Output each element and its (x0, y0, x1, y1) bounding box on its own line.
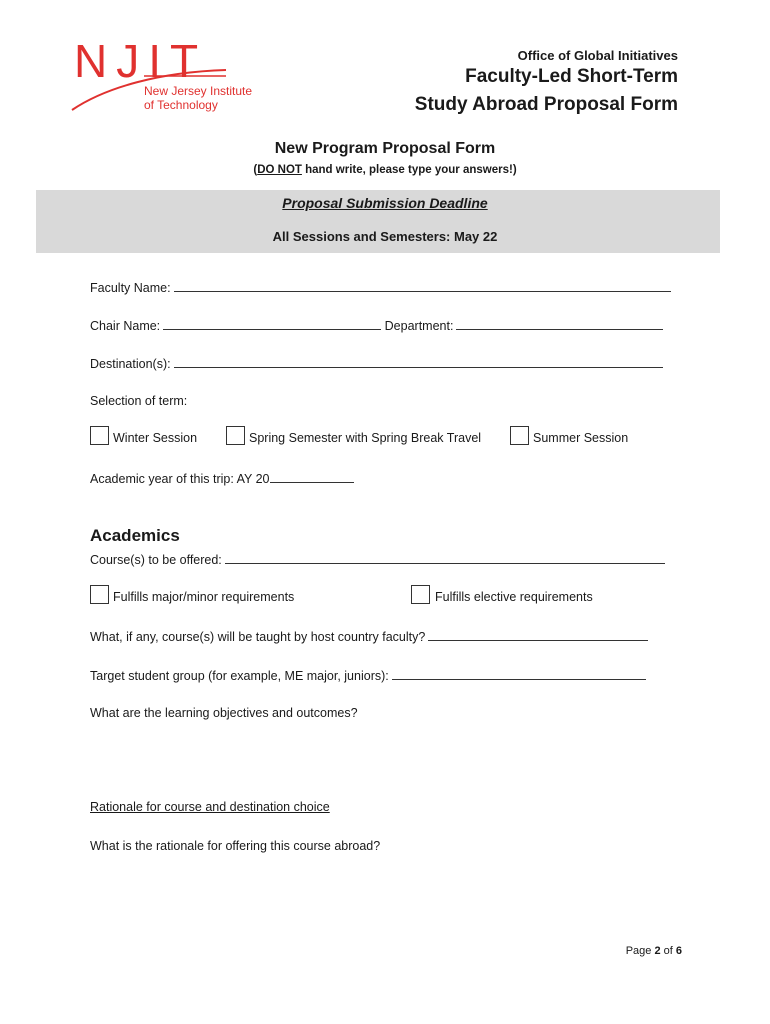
deadline-subtitle: All Sessions and Semesters: May 22 (272, 229, 498, 244)
fulfills-major-label: Fulfills major/minor requirements (113, 590, 295, 604)
department-label: Department: (384, 319, 454, 333)
selection-of-term-label: Selection of term: (90, 394, 188, 408)
academic-year-row (90, 470, 354, 486)
host-faculty-field[interactable] (428, 628, 648, 641)
fulfills-elective-label: Fulfills elective requirements (435, 590, 593, 604)
office-name: Office of Global Initiatives (517, 48, 678, 63)
logo-line-2: of Technology (144, 98, 218, 112)
page-mid: of (660, 945, 676, 957)
courses-label: Course(s) to be offered: (90, 553, 222, 567)
target-group-label: Target student group (for example, ME major, juniors): (90, 669, 389, 683)
department-field[interactable] (456, 317, 663, 330)
typing-note (0, 164, 770, 176)
host-faculty-label: What, if any, course(s) will be taught by host country faculty? (90, 630, 426, 644)
form-title-line-2: Study Abroad Proposal Form (414, 94, 678, 115)
courses-field[interactable] (225, 551, 665, 564)
target-group-field[interactable] (392, 667, 646, 680)
faculty-name-row (90, 279, 671, 295)
note-open: ( (253, 164, 258, 176)
logo-line-1: New Jersey Institute (144, 84, 253, 98)
objectives-question: What are the learning objectives and outcomes? (90, 706, 358, 720)
note-emphasis: DO NOT (257, 164, 302, 176)
chair-name-field[interactable] (163, 317, 381, 330)
page-total: 6 (675, 945, 682, 957)
note-rest: hand write, please type your answers!) (301, 164, 517, 176)
fulfills-major-checkbox[interactable] (90, 585, 109, 604)
page-title: New Program Proposal Form (274, 140, 496, 157)
academic-year-field[interactable] (270, 470, 354, 483)
destinations-row (90, 355, 663, 371)
winter-session-checkbox[interactable] (90, 426, 109, 445)
chair-department-row (90, 317, 663, 333)
rationale-question: What is the rationale for offering this course abroad? (90, 839, 381, 853)
academics-heading: Academics (90, 526, 180, 545)
page-current: 2 (654, 945, 661, 957)
page-number (626, 945, 682, 957)
destinations-field[interactable] (174, 355, 663, 368)
host-faculty-row (90, 628, 648, 644)
chair-name-label: Chair Name: (90, 319, 161, 333)
rationale-heading: Rationale for course and destination choice (90, 800, 330, 814)
fulfills-elective-checkbox[interactable] (411, 585, 430, 604)
faculty-name-field[interactable] (174, 279, 671, 292)
spring-semester-label: Spring Semester with Spring Break Travel (249, 431, 482, 445)
summer-session-checkbox[interactable] (510, 426, 529, 445)
target-group-row (90, 667, 646, 683)
form-title-line-1: Faculty-Led Short-Term (465, 66, 678, 87)
summer-session-label: Summer Session (533, 431, 629, 445)
deadline-title: Proposal Submission Deadline (282, 195, 488, 211)
academic-year-label: Academic year of this trip: AY 20 (90, 472, 270, 486)
winter-session-label: Winter Session (113, 431, 198, 445)
page-prefix: Page (625, 945, 655, 957)
spring-semester-checkbox[interactable] (226, 426, 245, 445)
logo-letters: NJIT (74, 35, 208, 87)
njit-logo (66, 32, 266, 122)
destinations-label: Destination(s): (90, 357, 171, 371)
faculty-name-label: Faculty Name: (90, 281, 171, 295)
courses-row (90, 551, 665, 567)
